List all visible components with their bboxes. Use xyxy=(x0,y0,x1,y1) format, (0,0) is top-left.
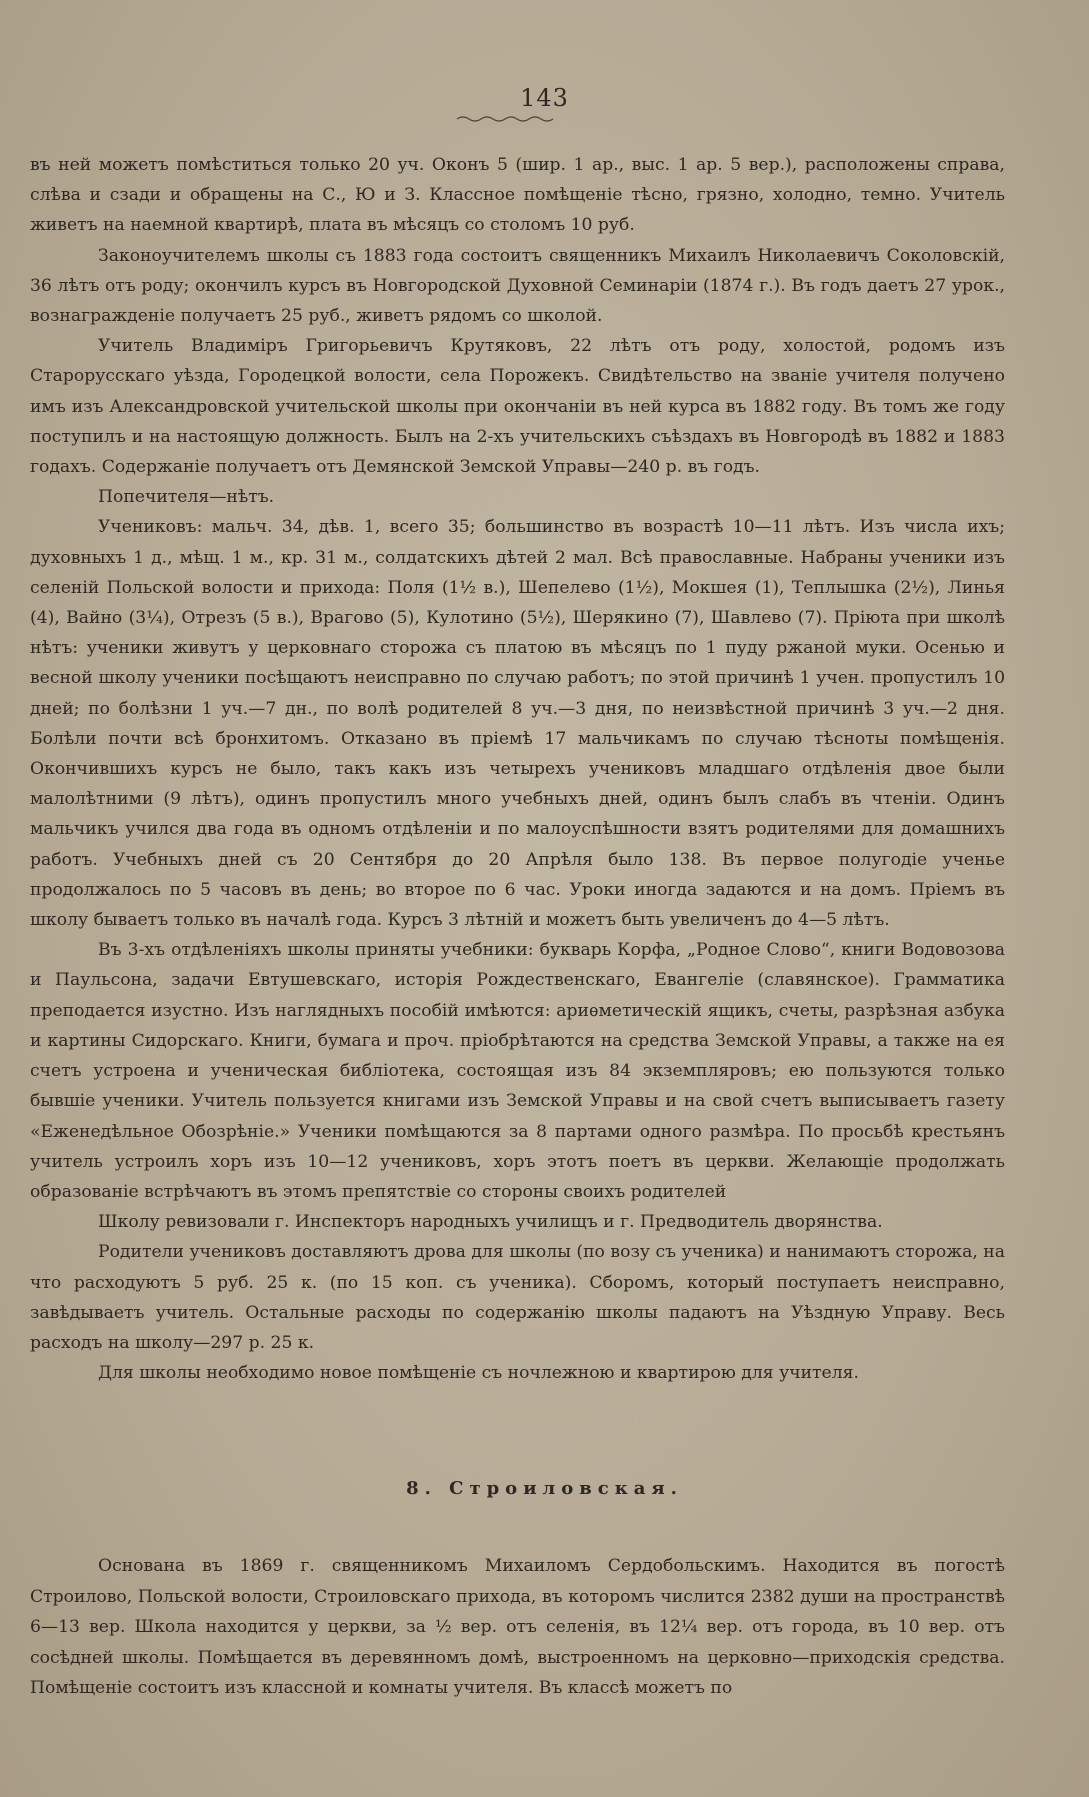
paragraph: Законоучителемъ школы съ 1883 года состоитъ священникъ Михаилъ Николаевичъ Соколовскій, 36 лѣтъ отъ роду; окончилъ курсъ въ Новгородской Духовной Семинаріи (1874 г.). Въ годъ даетъ 27 урок., вознагражденіе получаетъ 25 руб., живетъ рядомъ со школой. xyxy=(30,245,1005,327)
section-body-text xyxy=(30,1551,1005,1704)
page-number-flourish xyxy=(455,114,555,124)
paragraph: Въ 3-хъ отдѣленіяхъ школы приняты учебники: букварь Корфа, „Родное Слово“, книги Водовозова и Паульсона, задачи Евтушевскаго, исторія Рождественскаго, Евангеліе (славянское). Грамматика преподается изустно. Изъ наглядныхъ пособій имѣются: ариѳметическій ящикъ, счеты, разрѣзная азбука и картины Сидорскаго. Книги, бумага и проч. пріобрѣтаются на средства Земской Управы, а также на ея счетъ устроена и ученическая библіотека, состоящая изъ 84 экземпляровъ; ею пользуются только бывшіе ученики. Учитель пользуется книгами изъ Земской Управы и на свой счетъ выписываетъ газету «Еженедѣльное Обозрѣніе.» Ученики помѣщаются за 8 партами одного размѣра. По просьбѣ крестьянъ учитель устроилъ хоръ изъ 10—12 учениковъ, хоръ этотъ поетъ въ церкви. Желающіе продолжать образованіе встрѣчаютъ въ этомъ препятствіе со стороны своихъ родителей xyxy=(30,940,1005,1202)
paragraph: Родители учениковъ доставляютъ дрова для школы (по возу съ ученика) и нанимаютъ сторожа, на что расходуютъ 5 руб. 25 к. (по 15 коп. съ ученика). Сборомъ, который поступаетъ неисправно, завѣдываетъ учитель. Остальные расходы по содержанію школы падаютъ на Уѣздную Управу. Весь расходъ на школу—297 р. 25 к. xyxy=(30,1242,1005,1353)
paragraph: Попечителя—нѣтъ. xyxy=(98,487,275,508)
section-title: 8. Строиловская. xyxy=(406,1478,683,1499)
paragraph: Для школы необходимо новое помѣщеніе съ ночлежною и квартирою для учителя. xyxy=(98,1363,859,1384)
paragraph: Учениковъ: мальч. 34, дѣв. 1, всего 35; большинство въ возрастѣ 10—11 лѣтъ. Изъ числа ихъ; духовныхъ 1 д., мѣщ. 1 м., кр. 31 м., солдатскихъ дѣтей 2 мал. Всѣ православные. Набраны ученики изъ селеній Польской волости и прихода: Поля (1½ в.), Шепелево (1½), Мокшея (1), Теплышка (2½), Линья (4), Вайно (3¼), Отрезъ (5 в.), Врагово (5), Кулотино (5½), Шерякино (7), Шавлево (7). Пріюта при школѣ нѣтъ: ученики живутъ у церковнаго сторожа съ платою въ мѣсяцъ по 1 пуду ржаной муки. Осенью и весной школу ученики посѣщаютъ неисправно по случаю работъ; по этой причинѣ 1 учен. пропустилъ 10 дней; по болѣзни 1 уч.—7 дн., по волѣ родителей 8 уч.—3 дня, по неизвѣстной причинѣ 3 уч.—2 дня. Болѣли почти всѣ бронхитомъ. Отказано въ пріемѣ 17 мальчикамъ по случаю тѣсноты помѣщенія. Окончившихъ курсъ не было, такъ какъ изъ четырехъ учениковъ младшаго отдѣленія двое были малолѣтними (9 лѣтъ), одинъ пропустилъ много учебныхъ дней, одинъ былъ слабъ въ чтеніи. Одинъ мальчикъ учился два года въ одномъ отдѣленіи и по малоуспѣшности взятъ родителями для домашнихъ работъ. Учебныхъ дней съ 20 Сентября до 20 Апрѣля было 138. Въ первое полугодіе ученье продолжалось по 5 часовъ въ день; во второе по 6 час. Уроки иногда задаются и на домъ. Пріемъ въ школу бываетъ только въ началѣ года. Курсъ 3 лѣтній и можетъ быть увеличенъ до 4—5 лѣтъ. xyxy=(30,517,1005,931)
paragraph: Учитель Владиміръ Григорьевичъ Крутяковъ, 22 лѣтъ отъ роду, холостой, родомъ изъ Старорусскаго уѣзда, Городецкой волости, села Порожекъ. Свидѣтельство на званіе учителя получено имъ изъ Александровской учительской школы при окончаніи въ ней курса въ 1882 году. Въ томъ же году поступилъ и на настоящую должность. Былъ на 2-хъ учительскихъ съѣздахъ въ Новгородѣ въ 1882 и 1883 годахъ. Содержаніе получаетъ отъ Демянской Земской Управы—240 р. въ годъ. xyxy=(30,336,1005,478)
paragraph: Основана въ 1869 г. священникомъ Михаиломъ Сердобольскимъ. Находится въ погостѣ Строилово, Польской волости, Строиловскаго прихода, въ которомъ числится 2382 души на пространствѣ 6—13 вер. Школа находится у церкви, за ½ вер. отъ селенія, въ 12¼ вер. отъ города, въ 10 вер. отъ сосѣдней школы. Помѣщается въ деревянномъ домѣ, выстроенномъ на церковно—приходскія средства. Помѣщеніе состоитъ изъ классной и комнаты учителя. Въ классѣ можетъ по xyxy=(30,1556,1005,1698)
paragraph: Школу ревизовали г. Инспекторъ народныхъ училищъ и г. Предводитель дворянства. xyxy=(98,1212,883,1233)
body-text xyxy=(30,150,1005,1388)
paragraph: въ ней можетъ помѣститься только 20 уч. Оконъ 5 (шир. 1 ар., выс. 1 ар. 5 вер.), расположены справа, слѣва и сзади и обращены на С., Ю и З. Классное помѣщеніе тѣсно, грязно, холодно, темно. Учитель живетъ на наемной квартирѣ, плата въ мѣсяцъ со столомъ 10 руб. xyxy=(30,155,1005,236)
page-number: 143 xyxy=(520,84,569,112)
